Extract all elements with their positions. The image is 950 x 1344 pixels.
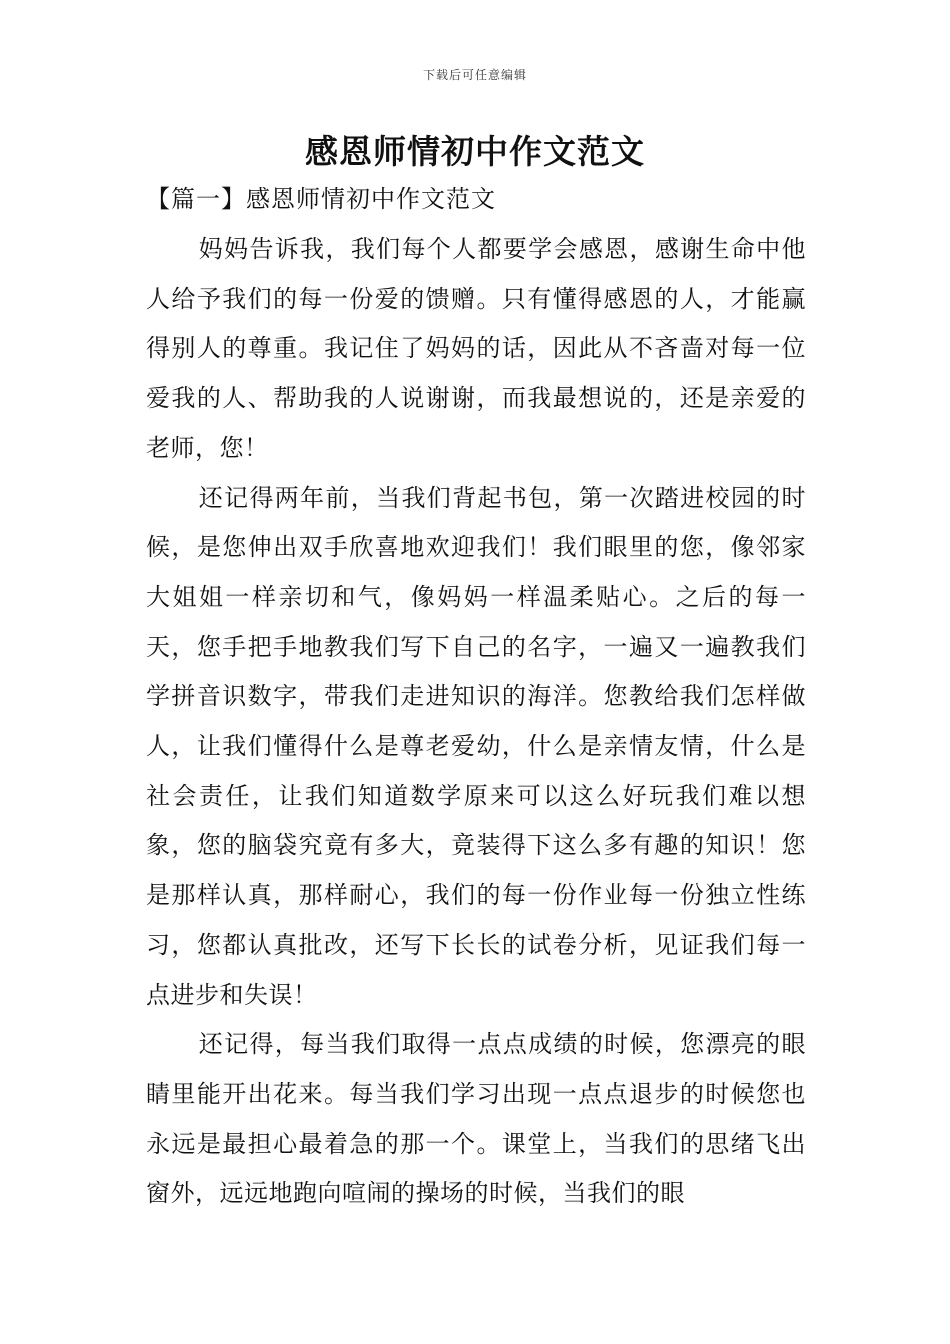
article-body [146,225,806,1219]
paragraph-1: 妈妈告诉我，我们每个人都要学会感恩，感谢生命中他人给予我们的每一份爱的馈赠。只有懂得感恩的人，才能赢得别人的尊重。我记住了妈妈的话，因此从不吝啬对每一位爱我的人、帮助我的人说谢谢，而我最想说的，还是亲爱的老师，您！ [146,235,806,462]
section-title: 【篇一】感恩师情初中作文范文 [146,185,496,213]
page-title: 感恩师情初中作文范文 [305,132,645,171]
paragraph-3: 还记得，每当我们取得一点点成绩的时候，您漂亮的眼睛里能开出花来。每当我们学习出现一点点退步的时候您也永远是最担心最着急的那一个。课堂上，当我们的思绪飞出窗外，远远地跑向喧闹的操场的时候，当我们的眼 [146,1030,806,1208]
paragraph-2: 还记得两年前，当我们背起书包，第一次踏进校园的时候，是您伸出双手欣喜地欢迎我们！我们眼里的您，像邻家大姐姐一样亲切和气，像妈妈一样温柔贴心。之后的每一天，您手把手地教我们写下自己的名字，一遍又一遍教我们学拼音识数字，带我们走进知识的海洋。您教给我们怎样做人，让我们懂得什么是尊老爱幼，什么是亲情友情，什么是社会责任，让我们知道数学原来可以这么好玩我们难以想象，您的脑袋究竟有多大，竟装得下这么多有趣的知识！您是那样认真，那样耐心，我们的每一份作业每一份独立性练习，您都认真批改，还写下长长的试卷分析，见证我们每一点进步和失误！ [146,483,806,1009]
header-note: 下载后可任意编辑 [422,68,527,82]
